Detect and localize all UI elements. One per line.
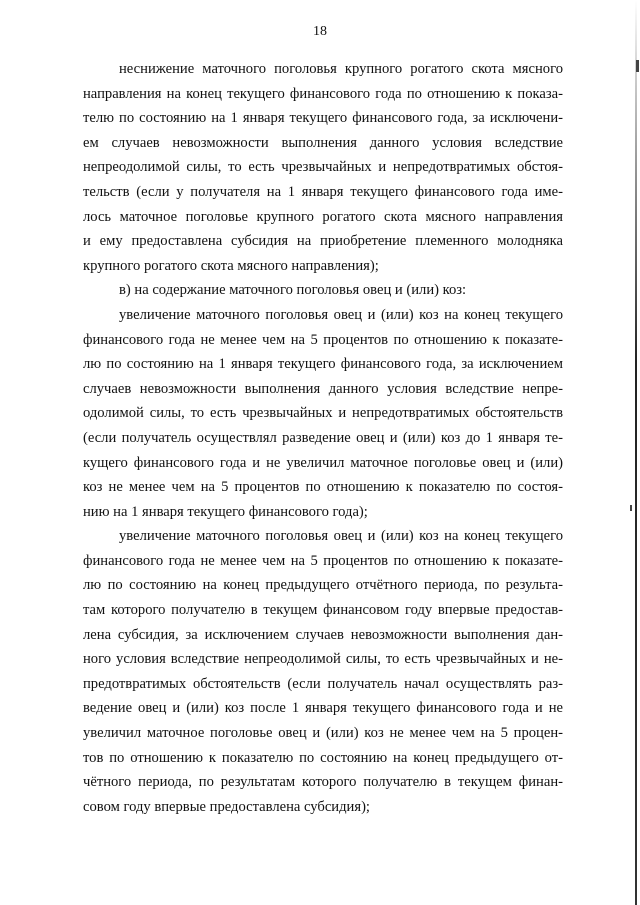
text-line: тельств (если у получателя на 1 января текущего финансового года име- — [83, 183, 563, 200]
text-line: одолимой силы, то есть чрезвычайных и непредотвратимых обстоятельств — [83, 405, 563, 422]
scan-edge-mark — [630, 505, 632, 511]
text-line: непреодолимой силы, то есть чрезвычайных и непредотвратимых обстоя- — [83, 159, 563, 176]
text-line: телю по состоянию на 1 января текущего финансового года, за исключени- — [83, 110, 563, 127]
text-line: лось маточное поголовье крупного рогатого скота мясного направления — [83, 208, 563, 225]
text-line: направления на конец текущего финансового года по отношению к показа- — [83, 85, 563, 102]
text-line: тов по отношению к показателю по состоянию на конец предыдущего от- — [83, 749, 563, 766]
text-line: ведение овец и (или) коз после 1 января текущего финансового года и не — [83, 700, 563, 717]
text-line: лю по состоянию на конец предыдущего отчётного периода, по результа- — [83, 577, 563, 594]
text-line: чётного периода, по результатам которого получателю в текущем финан- — [83, 774, 563, 791]
text-line: нию на 1 января текущего финансового года); — [83, 503, 368, 520]
text-line: неснижение маточного поголовья крупного рогатого скота мясного — [119, 61, 563, 77]
scan-edge-line — [635, 0, 637, 905]
text-line: (если получатель осуществлял разведение овец и (или) коз до 1 января те- — [83, 429, 563, 446]
text-line: и ему предоставлена субсидия на приобретение племенного молодняка — [83, 233, 563, 250]
text-line: совом году впервые предоставлена субсидия); — [83, 798, 370, 815]
text-line: кущего финансового года и не увеличил маточное поголовье овец и (или) — [83, 454, 563, 471]
text-line: случаев невозможности выполнения данного условия вследствие непре- — [83, 380, 563, 397]
text-line: ного условия вследствие непреодолимой силы, то есть чрезвычайных и не- — [83, 651, 563, 668]
text-line: лю по состоянию на 1 января текущего финансового года, за исключением — [83, 356, 563, 373]
text-line: увеличение маточного поголовья овец и (или) коз на конец текущего — [119, 306, 563, 323]
scan-edge-mark — [636, 60, 639, 72]
text-line: в) на содержание маточного поголовья овец и (или) коз: — [119, 282, 467, 299]
text-line: увеличение маточного поголовья овец и (или) коз на конец текущего — [119, 528, 563, 545]
text-line: финансового года не менее чем на 5 процентов по отношению к показате- — [83, 552, 563, 569]
text-line: предотвратимых обстоятельств (если получатель начал осуществлять раз- — [83, 675, 563, 692]
text-line: там которого получателю в текущем финансовом году впервые предостав- — [83, 602, 563, 619]
text-line: ем случаев невозможности выполнения данного условия вследствие — [83, 134, 563, 151]
text-line: коз не менее чем на 5 процентов по отношению к показателю по состоя- — [83, 479, 563, 496]
text-line: увеличил маточное поголовье овец и (или) коз не менее чем на 5 процен- — [83, 725, 563, 742]
body-text — [83, 57, 563, 819]
text-line: лена субсидия, за исключением случаев невозможности выполнения дан- — [83, 626, 563, 643]
page-number: 18 — [313, 24, 327, 39]
text-line: финансового года не менее чем на 5 процентов по отношению к показате- — [83, 331, 563, 348]
text-line: крупного рогатого скота мясного направления); — [83, 257, 379, 274]
